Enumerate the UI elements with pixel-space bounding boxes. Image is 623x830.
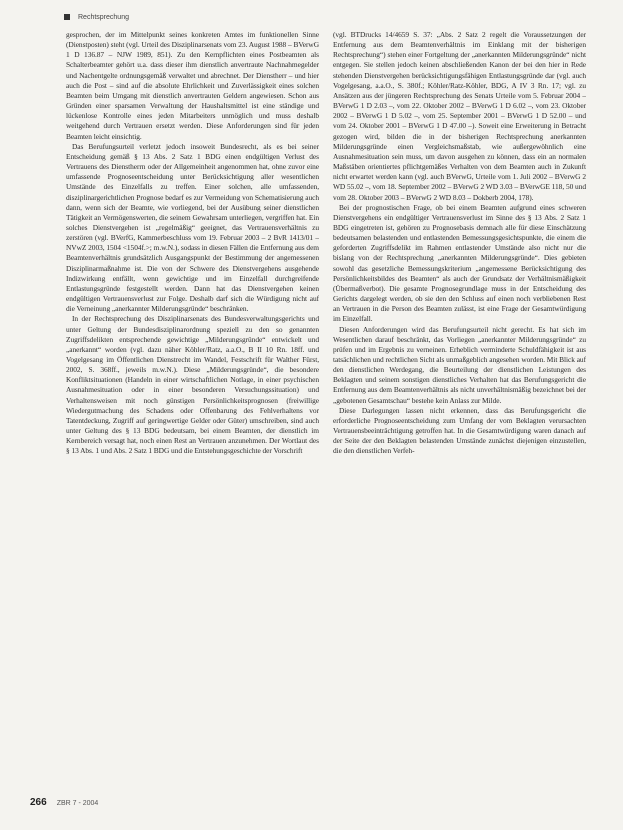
text-columns [66, 30, 586, 790]
running-header [64, 10, 593, 24]
paragraph: (vgl. BTDrucks 14/4659 S. 37: „Abs. 2 Satz 2 regelt die Voraussetzungen der Entfernung aus dem Beamtenverhältnis im Einklang mit der bisherigen Rechtsprechung“) stehen einer Fortgeltung der „anerkannten Milderungsgründe“ nicht entgegen. Sie stellen jedoch keinen abschließenden Kanon der bei den hier in Rede stehenden Dienstvergehen berücksichtigungsfähigen Entlastungsgründe dar (vgl. auch Vogelgesang, a.a.O., S. 380f.; Köhler/Ratz-Köhler, BDG, A IV 3 Rn. 17; vgl. zu Ansätzen aus der jüngeren Rechtsprechung des Senats Urteile vom 5. Februar 2004 – BVerwG 1 D 2.03 –, vom 22. Oktober 2002 – BVerwG 1 D 6.02 –, vom 23. Oktober 2002 – BVerwG 1 D 5.02 –, vom 25. September 2001 – BVerwG 1 D 52.00 – und vom 24. Oktober 2001 – BVerwG 1 D 47.00 –). Soweit eine Erweiterung in Betracht gezogen wird, bilden die in der bisherigen Rechtsprechung anerkannten Milderungsgründe einen Vergleichsmaßstab, wie außergewöhnlich eine Ausnahmesituation sein muss, um davon ausgehen zu können, dass ein an normalen Maßstäben orientiertes pflichtgemäßes Verhalten von dem Beamten auch in Zukunft nicht erwartet werden kann (vgl. auch BVerwG, Urteile vom 1. Juli 2002 – BVerwG 2 WD 55.02 –, vom 18. September 2002 – BVerwG 2 WD 3.03 – BVerwGE 118, 50 und vom 28. Oktober 2003 – BVerwG 2 WD 8.03 – Dokberb 2004, 178). [333, 30, 586, 202]
page-footer [30, 797, 593, 813]
header-section-title: Rechtsprechung [78, 13, 129, 21]
page-number: 266 [30, 797, 47, 808]
paragraph: Das Berufungsurteil verletzt jedoch insoweit Bundesrecht, als es bei seiner Entscheidung gemäß § 13 Abs. 2 Satz 1 BDG einen endgültigen Verlust des Vertrauens des Dienstherrn oder der Allgemeinheit angenommen hat, ohne zuvor eine umfassende Prognoseentscheidung unter Berücksichtigung aller wesentlichen Umstände des Einzelfalls zu treffen. Einer solchen, alle umfassenden, disziplinargerichtlichen Prognose bedarf es zur Vermeidung von Schematisierung auch dann, wenn sich der Beamte, wie vorliegend, bei der Ausübung seiner dienstlichen Tätigkeit an Vermögenswerten, die seinem Gewahrsam unterliegen, vergriffen hat. Ein solches Dienstvergehen ist „regelmäßig“ geeignet, das Vertrauensverhältnis zu zerstören (vgl. BVerfG, Kammerbeschluss vom 19. Februar 2003 – 2 BvR 1413/01 – NVwZ 2003, 1504 <1504f.>; m.w.N.), sodass in diesen Fällen die Entfernung aus dem Beamtenverhältnis grundsätzlich Ausgangspunkt der Bestimmung der angemessenen Disziplinarmaßnahme ist. Die von der Schwere des Dienstvergehens ausgehende Indizwirkung entfällt, wenn gewichtige und im Einzelfall durchgreifende Entlastungsgründe festgestellt werden. Dann hat das Dienstvergehen keinen endgültigen Vertrauensverlust zur Folge. Deshalb darf sich die Würdigung nicht auf die Verneinung „anerkannter Milderungsgründe“ beschränken. [66, 141, 319, 314]
paragraph: Diesen Anforderungen wird das Berufungsurteil nicht gerecht. Es hat sich im Wesentlichen darauf beschränkt, das Vorliegen „anerkannter Milderungsgründe“ zu prüfen und im Ergebnis zu verneinen. Erheblich verminderte Schuldfähigkeit ist aus tatsächlichen und rechtlichen Sicht als unmaßgeblich angesehen worden. Mit Blick auf den dienstlichen Werdegang, die Beurteilung der dienstlichen Leistungen des Beklagten und seinem sonstigen dienstliches Verhalten hat das Berufungsgericht die Entfernung aus dem Beamtenverhältnis als nicht unverhältnismäßig bezeichnet bei der „gebotenen Gesamtschau“ bestehe kein Anlass zur Milde. [333, 324, 586, 405]
issue-label: ZBR 7 - 2004 [56, 800, 99, 807]
paragraph: gesprochen, der im Mittelpunkt seines konkreten Amtes im funktionellen Sinne (Dienstposten) steht (vgl. Urteil des Disziplinarsenats vom 23. August 1988 – BVerwG 1 D 136.87 – NJW 1989, 851). Zu den Kernpflichten eines Postbeamten als Schalterbeamter gehört u.a. dass dieser ihm dienstlich anvertraute Nachnahmegelder und Nachentgelte ordnungsgemäß verwaltet und abrechnet. Der Dienstherr – und hier auch die Post – sind auf die absolute Ehrlichkeit und Zuverlässigkeit eines solchen Beamten beim Umgang mit dienstlich anvertrauten Geldern angewiesen. Schon aus Gründen einer sparsamen Verwaltung der Haushaltsmittel ist eine ständige und lückenlose Kontrolle eines jeden Mitarbeiters unmöglich und muss deshalb weitgehend durch Vertrauen ersetzt werden. Diese Anforderungen sind für jeden Beamten leicht einsichtig. [66, 30, 319, 141]
paragraph: Bei der prognostischen Frage, ob bei einem Beamten aufgrund eines schweren Dienstvergehens ein endgültiger Vertrauensverlust im Sinne des § 13 Abs. 2 Satz 1 BDG eingetreten ist, gehören zu Prognosebasis demnach alle für diese Einschätzung bedeutsamen belastenden und entlastenden Bemessungsgesichtspunkte, die einem die geforderten Zugriffsdelikt im Rahmen entlastender Umstände also nicht nur die bislang von der Rechtsprechung „anerkannten Milderungsgründe“. Dies gebieten sowohl das gesetzliche Bemessungskriterium „angemessene Berücksichtigung des Persönlichkeitsbildes des Beamten“ als auch der Grundsatz der Verhältnismäßigkeit (Übermaßverbot). Die gesamte Prognosegrundlage muss in der Entscheidung des Gerichts dargelegt werden, ob sie den den Schluss auf einen noch verbliebenen Rest an Vertrauen in die Person des Beamten zulässt, ist eine Frage der Gesamtwürdigung im Einzelfall. [333, 202, 586, 324]
left-column [66, 30, 319, 790]
paragraph: Diese Darlegungen lassen nicht erkennen, dass das Berufungsgericht die erforderliche Prognoseentscheidung zum Umfang der vom Beklagten verursachten Vertrauensbeeinträchtigung getroffen hat. In die Gesamtwürdigung waren danach auf der Seite der den Beklagten belastenden Umstände zunächst diejenigen einzustellen, die den dienstlichen Verfeh- [333, 405, 586, 456]
header-square-icon [64, 14, 70, 20]
right-column [333, 30, 586, 790]
paragraph: In der Rechtsprechung des Disziplinarsenats des Bundesverwaltungsgerichts und unter Geltung der Bundesdisziplinarordnung speziell zu den so genannten Zugriffsdelikten entsprechende gewichtige „Milderungsgründe“ entwickelt und „anerkannt“ worden (vgl. dazu näher Köhler/Ratz, a.a.O., B II 10 Rn. 18ff. und Vogelgesang im Öffentlichen Dienstrecht im Wandel, Festschrift für Walther Fürst, 2002, S. 368ff., jeweils m.w.N.). Diese „Milderungsgründe“, die besondere Konfliktsituationen (Handeln in einer wirtschaftlichen Notlage, in einer psychischen Ausnahmesituation oder in einer besonderen Versuchungssituation) und Verhaltensweisen mit noch günstigen Persönlichkeitsprognosen (freiwillige Wiedergutmachung des Schadens oder Offenbarung des Fehlverhaltens vor Tatentdeckung, Zugriff auf geringwertige Gelder oder Güter) umschreiben, sind auch unter Geltung des § 13 BDG bedeutsam, bei einem Beamten, der dienstlich im Kernbereich versagt hat, noch einen Rest an Vertrauen anzunehmen. Der Wortlaut des § 13 Abs. 1 und Abs. 2 Satz 1 BDG und die Entstehungsgeschichte der Vorschrift [66, 314, 319, 456]
